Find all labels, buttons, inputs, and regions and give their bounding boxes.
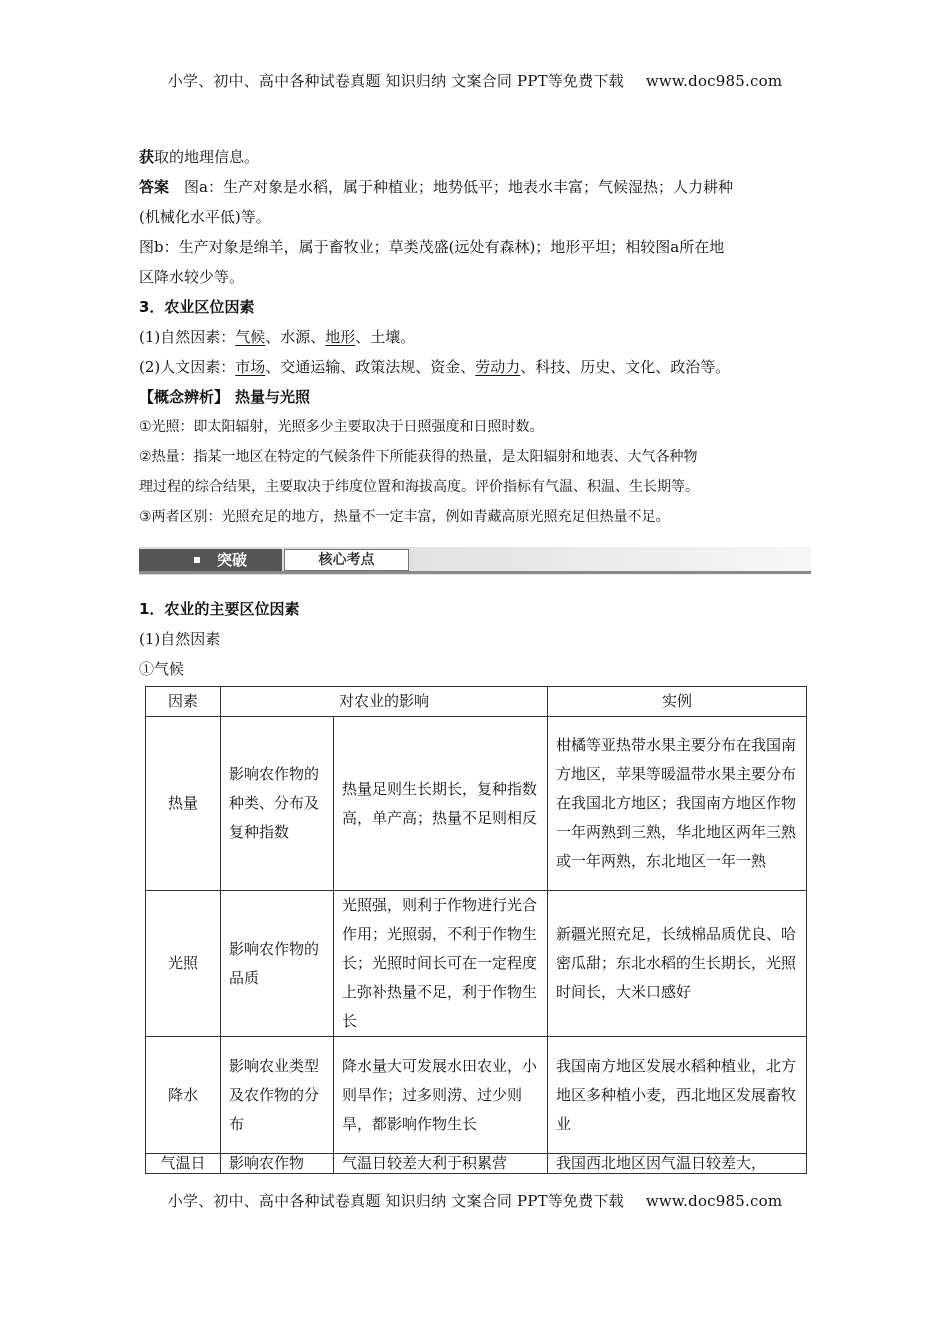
natural-factors <box>139 322 811 352</box>
section-2-title: 1．农业的主要区位因素 <box>139 600 300 618</box>
table-row <box>146 891 807 1037</box>
natural-mid: 、水源、 <box>265 328 326 346</box>
intro-bold: 获 <box>139 148 155 166</box>
cell-factor: 光照 <box>146 891 221 1037</box>
concept-3: ③两者区别：光照充足的地方，热量不一定丰富，例如青藏高原光照充足但热量不足。 <box>139 509 670 525</box>
cell-detail: 降水量大可发展水田农业，小则旱作；过多则涝、过少则旱，都影响作物生长 <box>334 1037 548 1154</box>
cell-effect: 影响农业类型及农作物的分布 <box>221 1037 334 1154</box>
banner-left-label: 突破 <box>217 551 248 569</box>
cell-detail: 气温日较差大利于积累营 <box>334 1154 548 1174</box>
table-header-row <box>146 687 807 717</box>
banner-bar <box>139 571 811 574</box>
natural-end: 、土壤。 <box>355 328 416 346</box>
answer-b-line1: 图b：生产对象是绵羊，属于畜牧业；草类茂盛(远处有森林)；地形平坦；相较图a所在地 <box>139 238 725 256</box>
cell-example: 柑橘等亚热带水果主要分布在我国南方地区，苹果等暖温带水果主要分布在我国北方地区；我国南方地区作物一年两熟到三熟，华北地区两年三熟或一年两熟，东北地区一年一熟 <box>548 717 807 891</box>
concept-label: 【概念辨析】 <box>139 388 230 406</box>
concept-2a: ②热量：指某一地区在特定的气候条件下所能获得的热量，是太阳辐射和地表、大气各种物 <box>139 449 698 465</box>
intro-line <box>139 142 811 172</box>
section-banner <box>139 547 811 575</box>
answer-a-line1 <box>139 172 811 202</box>
cell-detail: 光照强，则利于作物进行光合作用；光照弱，不利于作物生长；光照时间长可在一定程度上弥补热量不足，利于作物生长 <box>334 891 548 1037</box>
banner-right-label: 核心考点 <box>284 549 409 571</box>
table-row <box>146 717 807 891</box>
intro-text: 取的地理信息。 <box>154 148 260 166</box>
page-header <box>0 70 950 91</box>
cell-example: 我国南方地区发展水稻种植业，北方地区多种植小麦，西北地区发展畜牧业 <box>548 1037 807 1154</box>
cell-effect: 影响农作物 <box>221 1154 334 1174</box>
climate-table <box>145 686 807 1174</box>
natural-u2: 地形 <box>325 328 356 346</box>
table-row-partial <box>146 1154 807 1174</box>
cell-factor: 降水 <box>146 1037 221 1154</box>
concept-heading <box>139 382 811 412</box>
cell-detail: 热量足则生长期长，复种指数高，单产高；热量不足则相反 <box>334 717 548 891</box>
square-bullet-icon <box>194 557 200 563</box>
section-2 <box>139 594 811 684</box>
concept-1: ①光照：即太阳辐射，光照多少主要取决于日照强度和日照时数。 <box>139 419 544 435</box>
page-footer <box>0 1190 950 1211</box>
section-2-sub: (1)自然因素 <box>139 630 221 648</box>
human-prefix: (2)人文因素： <box>139 358 236 376</box>
answer-a-line2: (机械化水平低)等。 <box>139 208 271 226</box>
footer-url[interactable]: www.doc985.com <box>645 1192 783 1210</box>
concept-2b: 理过程的综合结果，主要取决于纬度位置和海拔高度。评价指标有气温、积温、生长期等。 <box>139 479 699 495</box>
answer-a1: 图a：生产对象是水稻，属于种植业；地势低平；地表水丰富；气候湿热；人力耕种 <box>184 178 733 196</box>
cell-effect: 影响农作物的品质 <box>221 891 334 1037</box>
section-2-subsub: ①气候 <box>139 660 185 678</box>
cell-example: 我国西北地区因气温日较差大， <box>548 1154 807 1174</box>
header-url[interactable]: www.doc985.com <box>645 72 783 90</box>
banner-dark-tab <box>139 549 282 571</box>
natural-u1: 气候 <box>235 328 266 346</box>
table-row <box>146 1037 807 1154</box>
natural-prefix: (1)自然因素： <box>139 328 236 346</box>
section-3-title: 3．农业区位因素 <box>139 298 255 316</box>
cell-example: 新疆光照充足，长绒棉品质优良、哈密瓜甜；东北水稻的生长期长，光照时间长，大米口感好 <box>548 891 807 1037</box>
main-content <box>139 142 811 532</box>
cell-effect: 影响农作物的种类、分布及复种指数 <box>221 717 334 891</box>
human-u2: 劳动力 <box>475 358 521 376</box>
header-example: 实例 <box>548 687 807 717</box>
human-end: 、科技、历史、文化、政治等。 <box>520 358 731 376</box>
human-u1: 市场 <box>235 358 266 376</box>
cell-factor: 气温日 <box>146 1154 221 1174</box>
header-text: 小学、初中、高中各种试卷真题 知识归纳 文案合同 PPT等免费下载 <box>167 72 624 90</box>
human-mid: 、交通运输、政策法规、资金、 <box>265 358 476 376</box>
header-effect: 对农业的影响 <box>221 687 548 717</box>
header-factor: 因素 <box>146 687 221 717</box>
concept-title: 热量与光照 <box>235 388 311 406</box>
answer-b-line2: 区降水较少等。 <box>139 268 245 286</box>
human-factors <box>139 352 811 382</box>
footer-text: 小学、初中、高中各种试卷真题 知识归纳 文案合同 PPT等免费下载 <box>167 1192 624 1210</box>
cell-factor: 热量 <box>146 717 221 891</box>
answer-label: 答案 <box>139 178 170 196</box>
